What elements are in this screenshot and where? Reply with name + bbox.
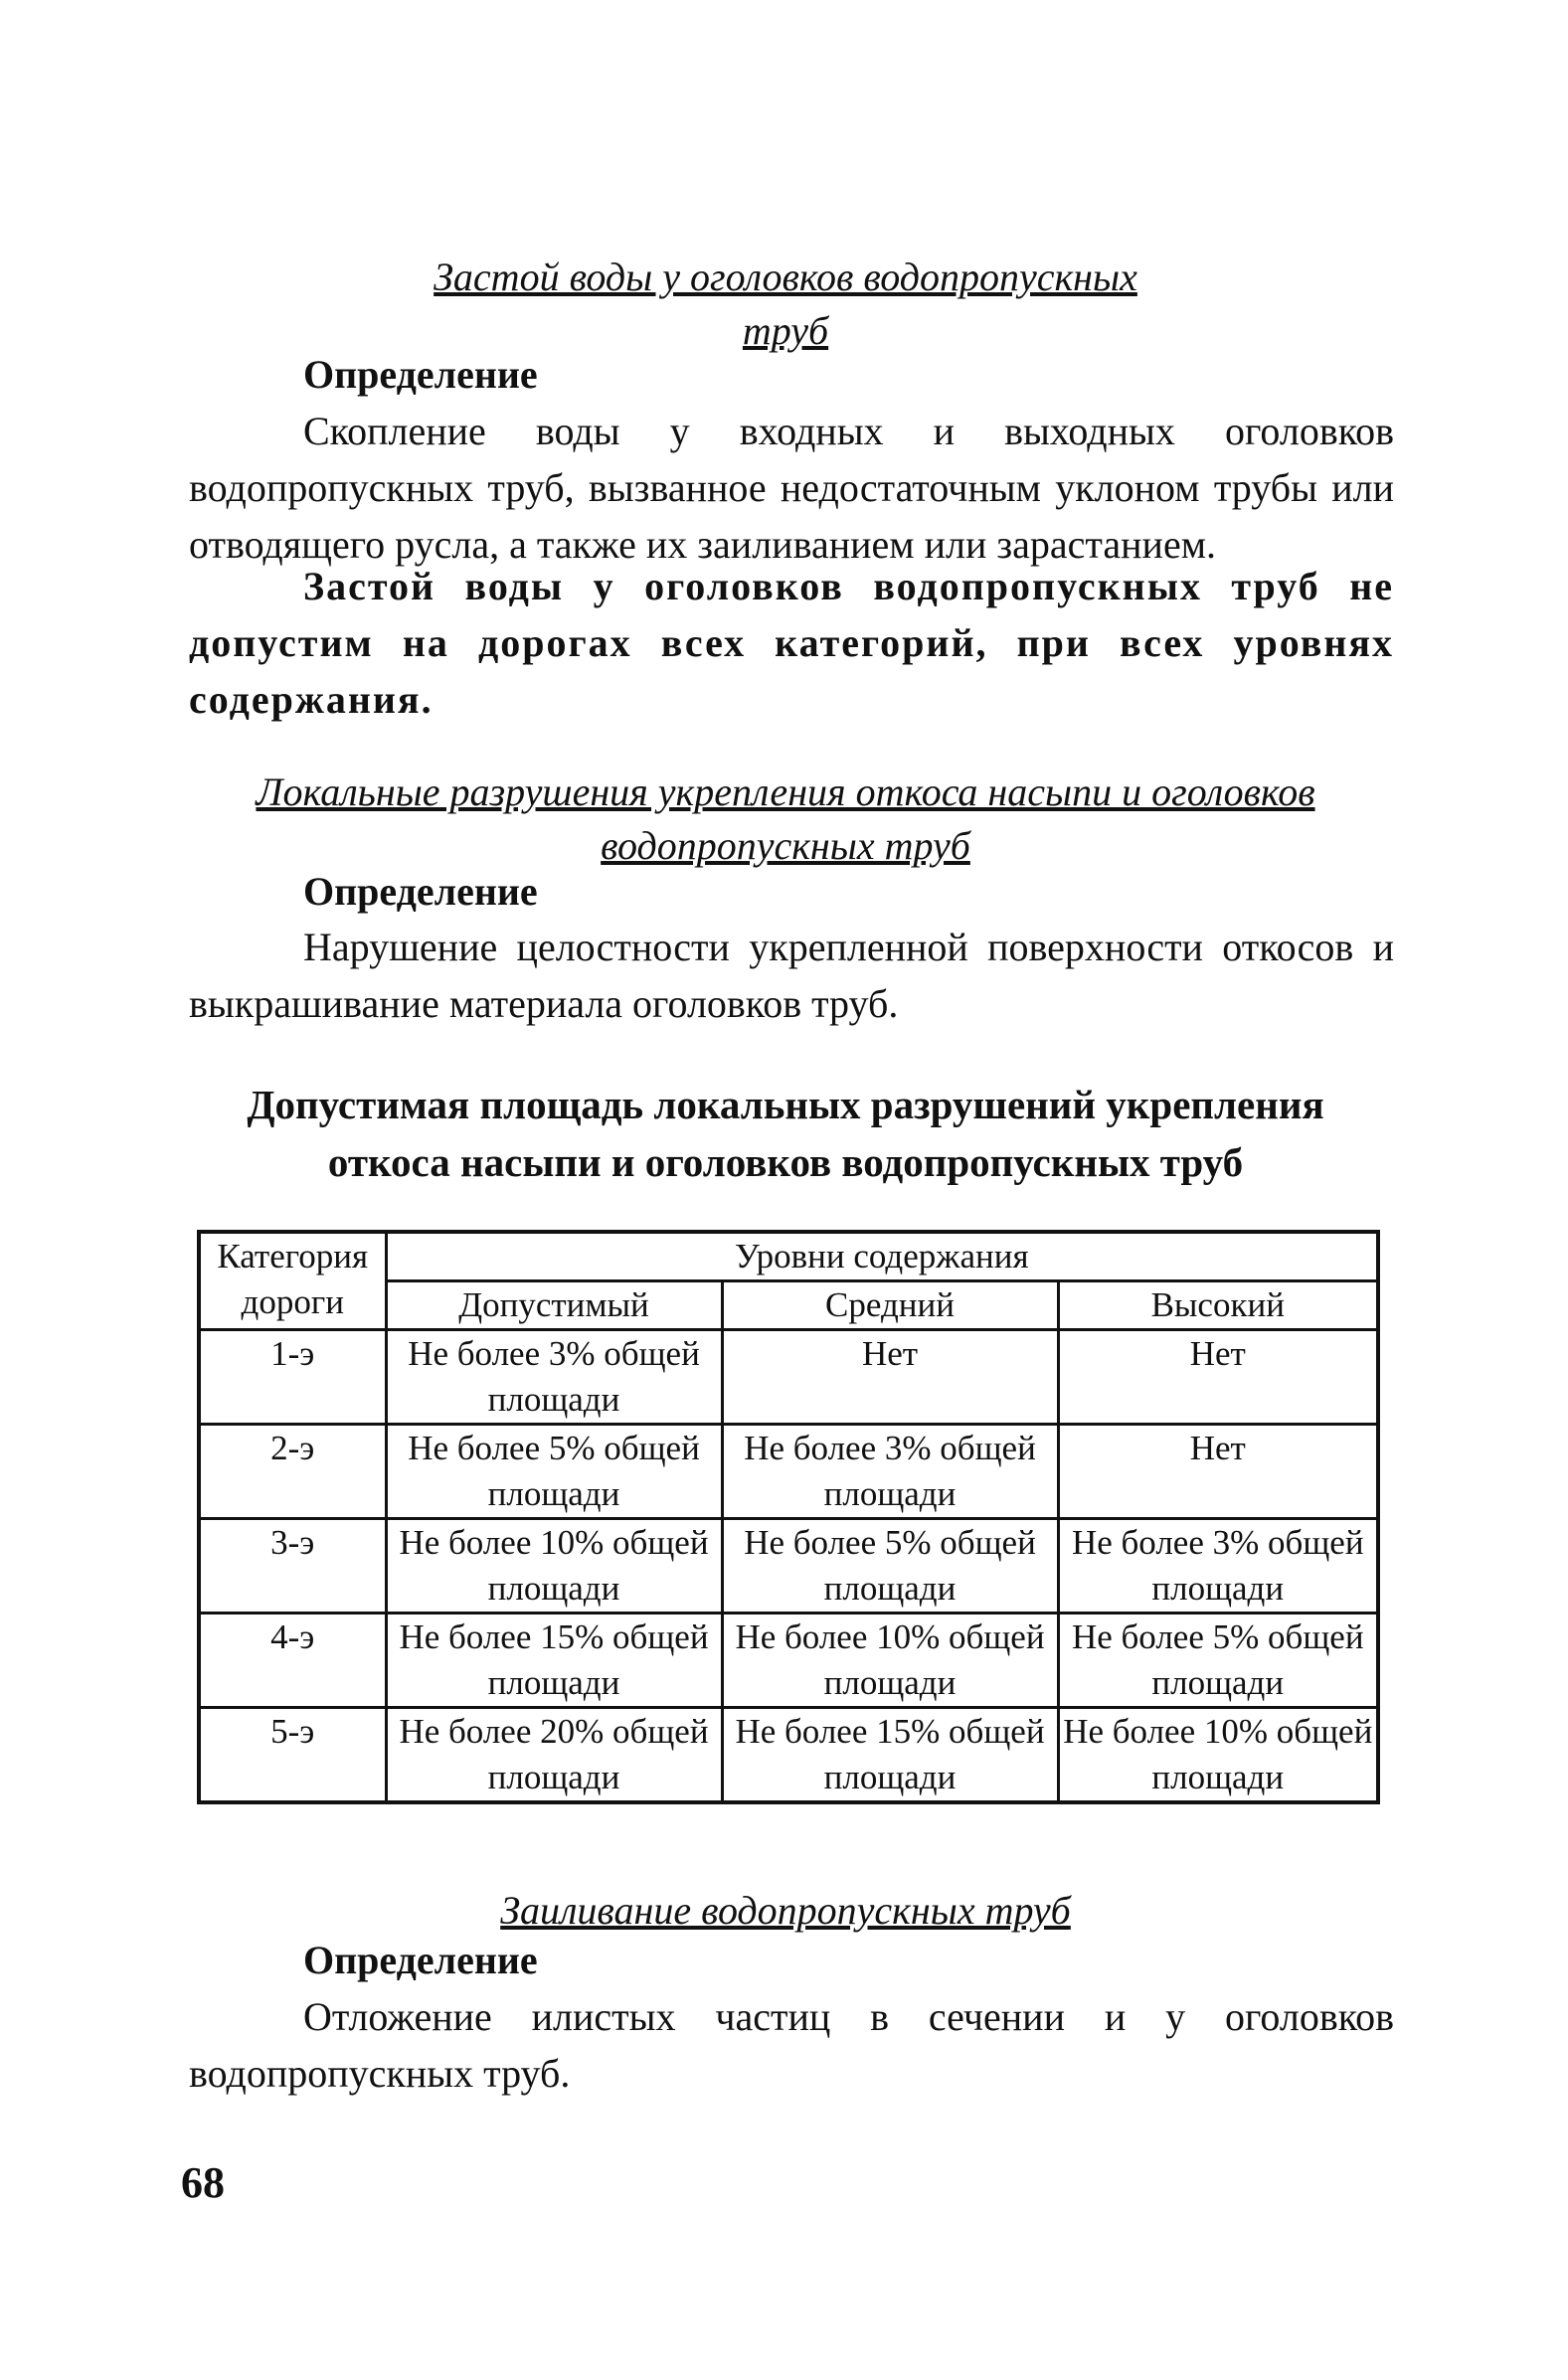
definition-heading: Определение: [303, 1938, 538, 1982]
definition-text: Скопление воды у входных и выходных оголовков водопропускных труб, вызванное недостаточным уклоном трубы или отводящего русла, а также их заиливанием или зарастанием.: [189, 409, 1394, 567]
cell-category: 4-э: [199, 1614, 386, 1708]
table-row: [199, 1614, 1378, 1708]
definition-text: Нарушение целостности укрепленной поверхности откосов и выкрашивание материала оголовков труб.: [189, 925, 1394, 1026]
section-title-line: Локальные разрушения укрепления откоса насыпи и оголовков: [256, 769, 1315, 814]
cell-medium: Не более 3% общей площади: [722, 1425, 1058, 1519]
cell-medium: Не более 15% общей площади: [722, 1708, 1058, 1803]
header-high: Высокий: [1058, 1281, 1378, 1330]
definition-text: Отложение илистых частиц в сечении и у оголовков водопропускных труб.: [189, 1994, 1394, 2096]
cell-acceptable: Не более 20% общей площади: [386, 1708, 722, 1803]
table-title-line: откоса насыпи и оголовков водопропускных труб: [327, 1139, 1244, 1185]
section-title-local-damage: [179, 765, 1392, 873]
cell-category: 2-э: [199, 1425, 386, 1519]
header-acceptable: Допустимый: [386, 1281, 722, 1330]
cell-high: Нет: [1058, 1330, 1378, 1425]
header-category: [199, 1232, 386, 1330]
table-title: [179, 1076, 1392, 1191]
cell-acceptable: Не более 10% общей площади: [386, 1519, 722, 1614]
table-row: [199, 1708, 1378, 1803]
section-title-silting: [179, 1884, 1392, 1938]
section-title-water-stagnation: [179, 251, 1392, 358]
rule-text: Застой воды у оголовков водопропускных труб не допустим на дорогах всех категорий, при всех уровнях содержания.: [189, 564, 1394, 722]
cell-high: Не более 5% общей площади: [1058, 1614, 1378, 1708]
cell-category: 1-э: [199, 1330, 386, 1425]
definition-heading: Определение: [303, 352, 538, 397]
cell-medium: Не более 5% общей площади: [722, 1519, 1058, 1614]
damage-area-table: [197, 1230, 1380, 1804]
header-category-line: Категория: [217, 1237, 369, 1275]
cell-acceptable: Не более 3% общей площади: [386, 1330, 722, 1425]
table-row: [199, 1330, 1378, 1425]
table-row: [199, 1519, 1378, 1614]
cell-category: 3-э: [199, 1519, 386, 1614]
cell-medium: Не более 10% общей площади: [722, 1614, 1058, 1708]
section-title-line: труб: [742, 308, 829, 353]
cell-high: Не более 3% общей площади: [1058, 1519, 1378, 1614]
cell-high: Нет: [1058, 1425, 1378, 1519]
page-number: 68: [181, 2158, 225, 2207]
section-title-line: Застой воды у оголовков водопропускных: [434, 255, 1137, 299]
table-title-line: Допустимая площадь локальных разрушений укрепления: [247, 1082, 1324, 1127]
cell-medium: Нет: [722, 1330, 1058, 1425]
table-header-row: [199, 1232, 1378, 1281]
section-title-line: водопропускных труб: [601, 823, 970, 868]
header-category-line: дороги: [241, 1282, 344, 1321]
cell-acceptable: Не более 5% общей площади: [386, 1425, 722, 1519]
table-row: [199, 1425, 1378, 1519]
cell-acceptable: Не более 15% общей площади: [386, 1614, 722, 1708]
header-levels: Уровни содержания: [386, 1232, 1378, 1281]
section-title-line: Заиливание водопропускных труб: [500, 1888, 1071, 1933]
cell-high: Не более 10% общей площади: [1058, 1708, 1378, 1803]
cell-category: 5-э: [199, 1708, 386, 1803]
header-medium: Средний: [722, 1281, 1058, 1330]
definition-heading: Определение: [303, 869, 538, 914]
